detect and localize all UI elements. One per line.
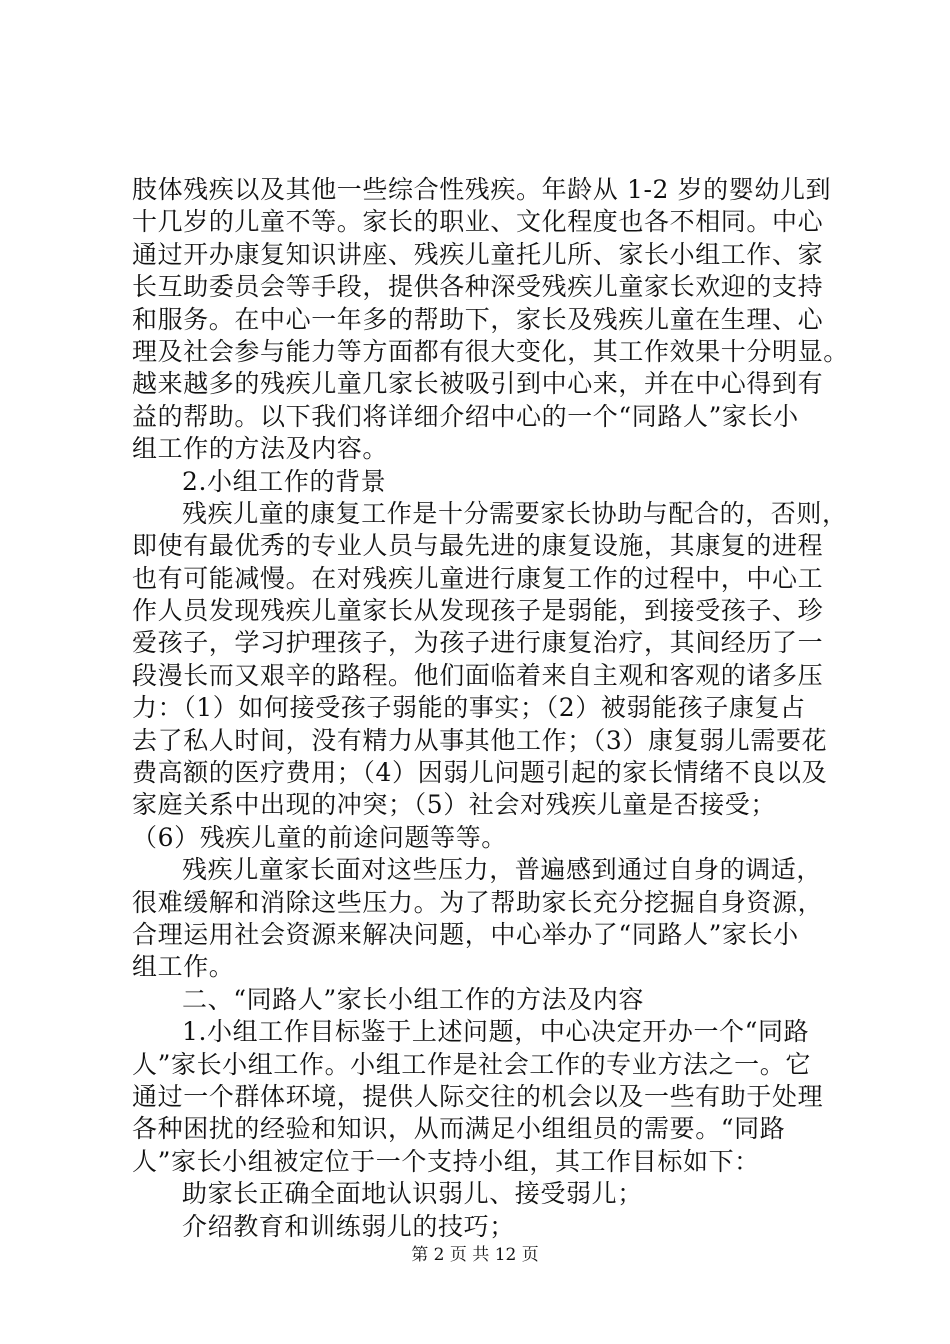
text-line: 通过开办康复知识讲座、残疾儿童托儿所、家长小组工作、家 <box>132 239 824 269</box>
text-line: 费高额的医疗费用；（4）因弱儿问题引起的家长情绪不良以及 <box>132 758 828 788</box>
text-line: 2.小组工作的背景 <box>182 466 387 496</box>
text-line: 二、“同路人”家长小组工作的方法及内容 <box>182 984 644 1014</box>
text-line: 越来越多的残疾儿童几家长被吸引到中心来，并在中心得到有 <box>132 369 824 399</box>
text-line: 即使有最优秀的专业人员与最先进的康复设施，其康复的进程 <box>132 531 824 561</box>
text-line: 助家长正确全面地认识弱儿、接受弱儿； <box>182 1179 643 1209</box>
text-line: 力：（1）如何接受孩子弱能的事实；（2）被弱能孩子康复占 <box>132 693 806 723</box>
text-line: （6）残疾儿童的前途问题等等。 <box>132 822 507 852</box>
text-line: 很难缓解和消除这些压力。为了帮助家长充分挖掘自身资源， <box>132 887 824 917</box>
text-line: 肢体残疾以及其他一些综合性残疾。年龄从 1-2 岁的婴幼儿到 <box>132 175 832 204</box>
text-line: 残疾儿童的康复工作是十分需要家长协助与配合的，否则， <box>182 498 848 528</box>
text-line: 爱孩子，学习护理孩子，为孩子进行康复治疗，其间经历了一 <box>132 628 824 658</box>
text-line: 介绍教育和训练弱儿的技巧； <box>182 1211 515 1241</box>
text-line: 家庭关系中出现的冲突；（5）社会对残疾儿童是否接受； <box>132 790 777 820</box>
text-line: 益的帮助。以下我们将详细介绍中心的一个“同路人”家长小 <box>132 401 799 431</box>
text-line: 组工作。 <box>132 952 235 982</box>
text-line: 去了私人时间，没有精力从事其他工作；（3）康复弱儿需要花 <box>132 725 828 755</box>
text-line: 合理运用社会资源来解决问题，中心举办了“同路人”家长小 <box>132 919 799 949</box>
text-line: 作人员发现残疾儿童家长从发现孩子是弱能，到接受孩子、珍 <box>132 596 824 626</box>
text-line: 和服务。在中心一年多的帮助下，家长及残疾儿童在生理、心 <box>132 304 824 334</box>
text-line: 人”家长小组被定位于一个支持小组，其工作目标如下： <box>132 1146 760 1176</box>
text-line: 长互助委员会等手段，提供各种深受残疾儿童家长欢迎的支持 <box>132 272 824 302</box>
body-text <box>132 174 852 1243</box>
text-line: 通过一个群体环境，提供人际交往的机会以及一些有助于处理 <box>132 1081 824 1111</box>
text-line: 人”家长小组工作。小组工作是社会工作的专业方法之一。它 <box>132 1049 811 1079</box>
text-line: 理及社会参与能力等方面都有很大变化，其工作效果十分明显。 <box>132 336 849 366</box>
text-line: 1.小组工作目标鉴于上述问题，中心决定开办一个“同路 <box>182 1017 810 1047</box>
text-line: 也有可能减慢。在对残疾儿童进行康复工作的过程中，中心工 <box>132 563 824 593</box>
text-line: 十几岁的儿童不等。家长的职业、文化程度也各不相同。中心 <box>132 207 824 237</box>
page-footer: 第 2 页 共 12 页 <box>411 1245 539 1265</box>
text-line: 残疾儿童家长面对这些压力，普遍感到通过自身的调适， <box>182 855 823 885</box>
text-line: 各种困扰的经验和知识，从而满足小组组员的需要。“同路 <box>132 1114 786 1144</box>
text-line: 段漫长而又艰辛的路程。他们面临着来自主观和客观的诸多压 <box>132 660 824 690</box>
text-line: 组工作的方法及内容。 <box>132 434 389 464</box>
